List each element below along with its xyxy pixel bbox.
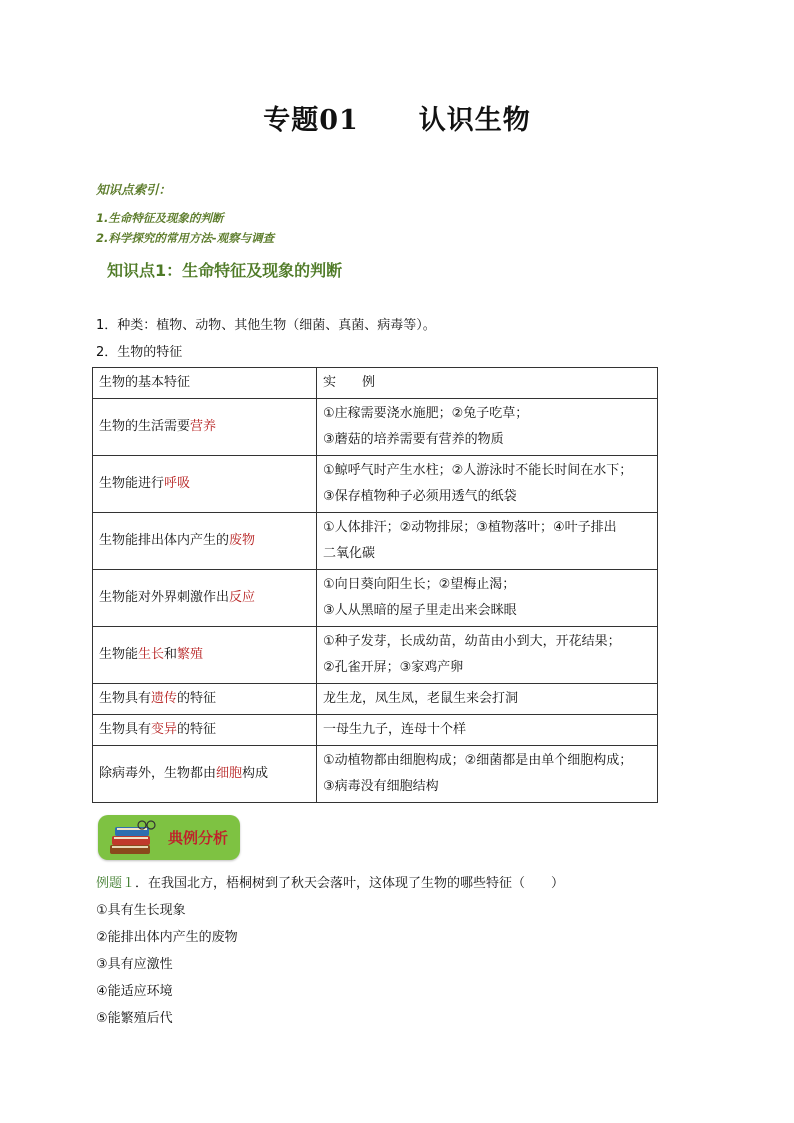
title-sub: 认识生物 xyxy=(418,105,531,136)
kinds-line: 1．种类：植物、动物、其他生物（细菌、真菌、病毒等）。 xyxy=(96,318,436,333)
feature-cell: 除病毒外，生物都由细胞构成 xyxy=(93,746,317,803)
table-row xyxy=(93,570,658,627)
table-header-cell: 生物的基本特征 xyxy=(93,368,317,399)
example-cell: ①动植物都由细胞构成；②细菌都是由单个细胞构成； ③病毒没有细胞结构 xyxy=(317,746,658,803)
example-question-text: ．在我国北方，梧桐树到了秋天会落叶，这体现了生物的哪些特征（ ） xyxy=(135,876,565,891)
table-row xyxy=(93,399,658,456)
books-icon xyxy=(106,819,158,859)
feature-cell: 生物能生长和繁殖 xyxy=(93,627,317,684)
table-row xyxy=(93,627,658,684)
highlight-term: 废物 xyxy=(229,533,256,548)
example-cell: ①庄稼需要浇水施肥；②兔子吃草； ③蘑菇的培养需要有营养的物质 xyxy=(317,399,658,456)
table-row xyxy=(93,746,658,803)
highlight-term: 营养 xyxy=(190,419,217,434)
table-row xyxy=(93,684,658,715)
page-title xyxy=(0,98,794,137)
feature-cell: 生物的生活需要营养 xyxy=(93,399,317,456)
highlight-term: 呼吸 xyxy=(164,476,191,491)
example-cell: ①种子发芽，长成幼苗，幼苗由小到大，开花结果； ②孔雀开屏；③家鸡产卵 xyxy=(317,627,658,684)
features-line: 2．生物的特征 xyxy=(96,345,183,360)
option-item: ⑤能繁殖后代 xyxy=(96,1011,173,1026)
option-item: ④能适应环境 xyxy=(96,984,173,999)
index-item-2: 2.科学探究的常用方法-观察与调查 xyxy=(96,231,275,245)
example-cell: ①向日葵向阳生长；②望梅止渴； ③人从黑暗的屋子里走出来会眯眼 xyxy=(317,570,658,627)
feature-cell: 生物能对外界刺激作出反应 xyxy=(93,570,317,627)
highlight-term: 反应 xyxy=(229,590,256,605)
index-item-1: 1.生命特征及现象的判断 xyxy=(96,211,224,225)
title-main: 专题01 xyxy=(263,105,359,136)
feature-cell: 生物能排出体内产生的废物 xyxy=(93,513,317,570)
badge-label: 典例分析 xyxy=(168,829,229,847)
highlight-term: 生长 xyxy=(138,647,165,662)
feature-cell: 生物具有遗传的特征 xyxy=(93,684,317,715)
highlight-term: 繁殖 xyxy=(177,647,204,662)
highlight-term: 变异 xyxy=(151,722,178,737)
option-item: ③具有应激性 xyxy=(96,957,173,972)
example-cell: 一母生九子，连母十个样 xyxy=(317,715,658,746)
option-item: ①具有生长现象 xyxy=(96,903,186,918)
highlight-term: 遗传 xyxy=(151,691,178,706)
table-row xyxy=(93,456,658,513)
index-heading: 知识点索引： xyxy=(96,182,172,197)
features-table xyxy=(92,367,658,803)
table-row xyxy=(93,715,658,746)
example-cell: ①人体排汗；②动物排尿；③植物落叶；④叶子排出 二氧化碳 xyxy=(317,513,658,570)
feature-cell: 生物具有变异的特征 xyxy=(93,715,317,746)
example-cell: 龙生龙，凤生凤，老鼠生来会打洞 xyxy=(317,684,658,715)
table-header-row xyxy=(93,368,658,399)
knowledge-point-heading: 知识点1：生命特征及现象的判断 xyxy=(107,261,343,280)
table-row xyxy=(93,513,658,570)
option-item: ②能排出体内产生的废物 xyxy=(96,930,238,945)
example-cell: ①鲸呼气时产生水柱；②人游泳时不能长时间在水下； ③保存植物种子必须用透气的纸袋 xyxy=(317,456,658,513)
table-header-cell: 实 例 xyxy=(317,368,658,399)
example-question xyxy=(96,872,564,891)
highlight-term: 细胞 xyxy=(216,766,243,781)
example-analysis-badge xyxy=(98,815,240,860)
feature-cell: 生物能进行呼吸 xyxy=(93,456,317,513)
example-prefix: 例题１ xyxy=(96,876,136,891)
